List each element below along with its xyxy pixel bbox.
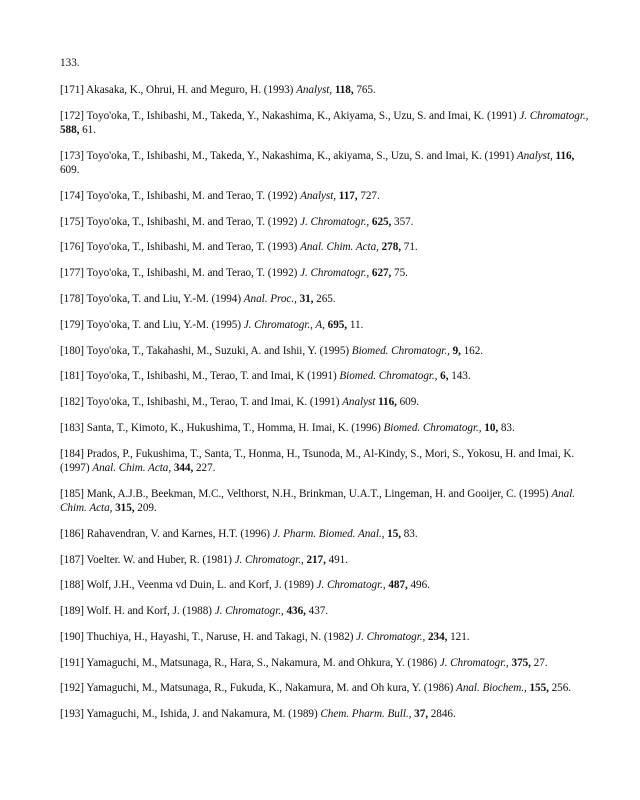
- reference-pages: 75.: [394, 267, 408, 280]
- reference-journal: Anal. Proc.,: [243, 292, 297, 305]
- reference-volume: 10,: [484, 421, 499, 434]
- reference-pages: 256.: [551, 682, 572, 695]
- reference-authors: Toyo'oka, T. and Liu, Y.-M. (1995): [86, 318, 242, 331]
- reference-volume: 31,: [299, 292, 314, 305]
- reference-volume: 217,: [306, 553, 326, 566]
- reference-label: [191]: [60, 656, 84, 669]
- reference-authors: Mank, A.J.B., Beekman, M.C., Velthorst, N.H., Brinkman, U.A.T., Lingeman, H. and Gooijer, C. (1995): [86, 487, 549, 500]
- reference-authors: Yamaguchi, M., Matsunaga, R., Hara, S., Nakamura, M. and Ohkura, Y. (1986): [86, 656, 437, 669]
- reference-label: [177]: [60, 267, 84, 280]
- reference-pages: 143.: [451, 370, 471, 383]
- reference-volume: 588,: [60, 124, 80, 137]
- reference-item: [60, 149, 590, 178]
- reference-volume: 6,: [440, 370, 449, 383]
- reference-pages: 162.: [463, 344, 484, 357]
- reference-pages: 609.: [399, 396, 420, 409]
- reference-journal: J. Chromatogr.,: [234, 553, 304, 566]
- reference-journal: Anal. Biochem.,: [456, 682, 527, 695]
- reference-label: [173]: [60, 149, 84, 162]
- reference-volume: 627,: [371, 267, 392, 280]
- reference-item: [60, 266, 590, 281]
- reference-item: [60, 240, 590, 255]
- reference-pages: 83.: [500, 421, 515, 434]
- reference-label: [190]: [60, 630, 84, 643]
- reference-item: [60, 292, 590, 307]
- reference-authors: Toyo'oka, T., Ishibashi, M., Terao, T. and Imai, K. (1991): [86, 396, 340, 409]
- reference-pages: 727.: [360, 189, 380, 202]
- reference-item: [60, 189, 590, 204]
- reference-volume: 234,: [428, 630, 448, 643]
- reference-label: [178]: [60, 292, 84, 305]
- reference-item: [60, 604, 590, 619]
- reference-authors: Toyo'oka, T., Ishibashi, M. and Terao, T. (1992): [86, 189, 298, 202]
- reference-label: [182]: [60, 396, 84, 409]
- reference-authors: Toyo'oka, T., Ishibashi, M. and Terao, T. (1992): [86, 215, 298, 228]
- reference-pages: 11.: [349, 318, 364, 331]
- reference-volume: 487,: [388, 579, 408, 592]
- reference-journal: J. Chromatogr.,: [316, 579, 386, 592]
- reference-pages: 609.: [60, 164, 80, 177]
- reference-volume: 37,: [414, 707, 429, 720]
- reference-authors: Thuchiya, H., Hayashi, T., Naruse, H. and Takagi, N. (1982): [86, 630, 354, 643]
- reference-journal: Anal. Chim. Acta,: [92, 462, 172, 475]
- reference-authors: Yamaguchi, M., Ishida, J. and Nakamura, M. (1989): [86, 707, 318, 720]
- reference-volume: 118,: [334, 84, 354, 96]
- reference-journal: J. Pharm. Biomed. Anal.,: [272, 527, 385, 540]
- reference-authors: Santa, T., Kimoto, K., Hukushima, T., Homma, H. Imai, K. (1996): [86, 421, 381, 434]
- reference-authors: Toyo'oka, T., Takahashi, M., Suzuki, A. and Ishii, Y. (1995): [86, 344, 350, 357]
- reference-authors: Wolf. H. and Korf, J. (1988): [86, 605, 212, 618]
- reference-item: [60, 215, 590, 230]
- reference-label: [187]: [60, 553, 84, 566]
- reference-journal: Analyst,: [516, 149, 553, 162]
- reference-item: [60, 421, 590, 436]
- reference-pages: 437.: [308, 605, 329, 618]
- reference-volume: 625,: [371, 215, 392, 228]
- reference-pages: 121.: [450, 630, 470, 643]
- reference-label: [176]: [60, 241, 84, 254]
- reference-journal: J. Chromatogr.,: [214, 605, 284, 618]
- reference-label: [179]: [60, 318, 84, 331]
- reference-journal: Anal. Chim. Acta,: [60, 487, 576, 515]
- reference-item: [60, 681, 590, 696]
- reference-volume: 15,: [387, 527, 401, 540]
- reference-label: [174]: [60, 189, 84, 202]
- reference-label: [188]: [60, 579, 84, 592]
- reference-label: [183]: [60, 421, 84, 434]
- reference-label: [186]: [60, 527, 84, 540]
- reference-authors: Yamaguchi, M., Matsunaga, R., Fukuda, K., Nakamura, M. and Oh kura, Y. (1986): [86, 682, 454, 695]
- reference-label: [172]: [60, 109, 84, 122]
- reference-pages: 765.: [356, 84, 376, 96]
- reference-authors: Toyo'oka, T., Ishibashi, M., Takeda, Y., Nakashima, K., Akiyama, S., Uzu, S. and Imai, K. (1991): [86, 109, 517, 122]
- reference-volume: 315,: [115, 502, 135, 515]
- reference-label: [180]: [60, 344, 84, 357]
- reference-journal: J. Chromatogr., A,: [243, 318, 325, 331]
- reference-authors: Toyo'oka, T., Ishibashi, M., Terao, T. and Imai, K (1991): [86, 370, 337, 383]
- reference-item: [60, 395, 590, 410]
- reference-journal: Analyst,: [300, 189, 337, 202]
- reference-journal: J. Chromatogr.,: [519, 109, 589, 122]
- reference-volume: 278,: [381, 241, 402, 254]
- reference-journal: Anal. Chim. Acta,: [300, 241, 379, 254]
- reference-item: [60, 630, 590, 645]
- reference-authors: Toyo'oka, T., Ishibashi, M., Takeda, Y., Nakashima, K., akiyama, S., Uzu, S. and Imai, K. (1991): [86, 149, 515, 162]
- reference-item: [60, 344, 590, 359]
- reference-pages: 265.: [316, 292, 336, 305]
- reference-authors: Wolf, J.H., Veenma vd Duin, L. and Korf, J. (1989): [86, 579, 314, 592]
- reference-label: [175]: [60, 215, 84, 228]
- reference-item: [60, 553, 590, 568]
- reference-authors: Toyo'oka, T. and Liu, Y.-M. (1994): [86, 292, 242, 305]
- reference-pages: 83.: [403, 527, 418, 540]
- reference-volume: 116,: [555, 149, 575, 162]
- reference-authors: Prados, P., Fukushima, T., Santa, T., Honma, H., Tsunoda, M., Al-Kindy, S., Mori, S., Yokosu, H. and Imai, K. (1997): [60, 447, 575, 475]
- reference-label: [192]: [60, 682, 84, 695]
- reference-journal: J. Chromatogr.,: [439, 656, 509, 669]
- reference-authors: Akasaka, K., Ohrui, H. and Meguro, H. (1993): [86, 84, 294, 96]
- reference-journal: Chem. Pharm. Bull.,: [320, 707, 412, 720]
- reference-volume: 436,: [286, 605, 306, 618]
- reference-label: [185]: [60, 487, 84, 500]
- reference-journal: Analyst: [342, 396, 376, 409]
- reference-item: [60, 527, 590, 542]
- page-number: 133.: [60, 57, 80, 69]
- reference-pages: 496.: [410, 579, 430, 592]
- reference-label: [181]: [60, 370, 84, 383]
- reference-authors: Rahavendran, V. and Karnes, H.T. (1996): [86, 527, 270, 540]
- reference-pages: 209.: [137, 502, 157, 515]
- reference-label: [189]: [60, 605, 84, 618]
- reference-volume: 9,: [452, 344, 461, 357]
- reference-pages: 71.: [403, 241, 418, 254]
- reference-pages: 357.: [394, 215, 414, 228]
- reference-authors: Voelter. W. and Huber, R. (1981): [86, 553, 232, 566]
- reference-volume: 117,: [338, 189, 358, 202]
- reference-authors: Toyo'oka, T., Ishibashi, M. and Terao, T. (1993): [86, 241, 298, 254]
- reference-authors: Toyo'oka, T., Ishibashi, M. and Terao, T. (1992): [86, 267, 298, 280]
- reference-item: [60, 83, 590, 98]
- reference-pages: 27.: [533, 656, 548, 669]
- reference-item: [60, 318, 590, 333]
- reference-item: [60, 109, 590, 138]
- reference-pages: 227.: [195, 462, 216, 475]
- reference-volume: 155,: [529, 682, 549, 695]
- reference-journal: Biomed. Chromatogr.,: [351, 344, 450, 357]
- reference-pages: 2846.: [430, 707, 456, 720]
- reference-label: [171]: [60, 84, 84, 96]
- reference-volume: 116,: [378, 396, 397, 409]
- reference-pages: 491.: [328, 553, 348, 566]
- reference-item: [60, 578, 590, 593]
- reference-item: [60, 707, 590, 722]
- reference-journal: J. Chromatogr.,: [356, 630, 426, 643]
- reference-label: [184]: [60, 447, 84, 460]
- reference-volume: 695,: [327, 318, 348, 331]
- reference-journal: Analyst,: [296, 84, 333, 96]
- reference-item: [60, 447, 590, 476]
- reference-item: [60, 369, 590, 384]
- reference-list: [60, 83, 590, 733]
- reference-pages: 61.: [82, 124, 96, 137]
- reference-journal: J. Chromatogr.,: [300, 215, 370, 228]
- reference-item: [60, 656, 590, 671]
- reference-label: [193]: [60, 707, 84, 720]
- reference-journal: J. Chromatogr.,: [300, 267, 370, 280]
- reference-volume: 375,: [511, 656, 531, 669]
- reference-journal: Biomed. Chromatogr.,: [339, 370, 438, 383]
- reference-item: [60, 487, 590, 516]
- reference-volume: 344,: [173, 462, 194, 475]
- reference-journal: Biomed. Chromatogr.,: [383, 421, 482, 434]
